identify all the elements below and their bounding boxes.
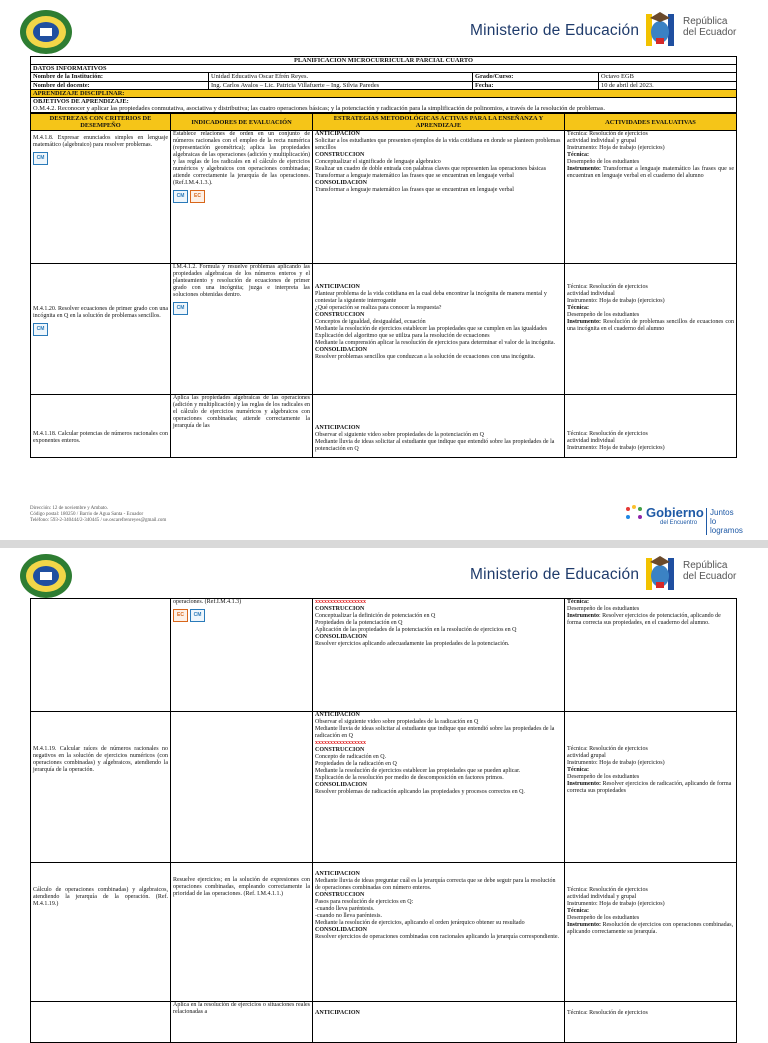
objetivo-text: O.M.4.2. Reconocer y aplicar las propiedades conmutativa, asociativa y distributiva; las cuatro operaciones básicas; y la potenciación y radicación para la simplificación de polinomios, a través de la resolución de problemas. <box>33 105 605 113</box>
activity-text: Desempeño de los estudiantes <box>567 774 640 780</box>
institucion-value: Unidad Educativa Oscar Efrén Reyes. <box>209 73 473 81</box>
activity-instrument: Instrumento: Resolver ejercicios de potenciación, aplicando de forma correcta sus propiedades, en el cuaderno del alumno. <box>567 613 721 626</box>
table-row <box>31 1002 737 1043</box>
address-line: Código postal: 180250 / Barrio de Agua Santa - Ecuador <box>30 512 144 517</box>
activity-text: Técnica: <box>567 152 589 159</box>
table-row <box>31 264 737 395</box>
aprendizaje-label: APRENDIZAJE DISCIPLINAR: <box>31 89 737 97</box>
strategy-text: Mediante la resolución de ejercicios, aplicando el orden jerárquico obtener su resultado <box>315 920 525 926</box>
ec-badge-icon: EC <box>190 190 205 203</box>
strategy-text: Mediante lluvia de ideas solicitar al estudiante que indique que entendió sobre las propiedades de la radicación en Q <box>315 726 555 739</box>
strategy-text: Mediante lluvia de ideas preguntar cuál es la jerarquía correcta que se debe seguir para la resolución de operaciones combinadas con número enteros. <box>315 878 556 891</box>
slogan-line: Juntos <box>710 508 734 517</box>
strategy-text: Resolver problemas sencillos que conduzcan a la solución de ecuaciones con una incógnita. <box>315 354 536 361</box>
school-seal-logo <box>18 552 74 600</box>
planning-table-continued <box>30 598 737 1043</box>
republic-label <box>683 560 736 582</box>
indicador-text: Resuelve ejercicios; en la solución de expresiones con operaciones combinadas, empleando correctamente la prioridad de las operaciones. (Ref. I.M.4.1.1.) <box>173 877 310 897</box>
ecuador-coat-of-arms-icon <box>640 554 680 594</box>
estrategia-cell <box>313 131 565 264</box>
strategy-text: Realizar un cuadro de doble entrada con palabras claves que representen las operaciones básicas <box>315 166 547 173</box>
del-encuentro-word: del Encuentro <box>660 520 698 526</box>
actividad-cell <box>565 712 737 863</box>
actividad-cell <box>565 264 737 395</box>
destreza-text: Cálculo de operaciones combinadas) y algebraicos, atendiendo la jerarquía de la operación. (Ref. M.4.1.19.) <box>33 887 168 907</box>
activity-instrument: Instrumento: Resolución de problemas sencillos de ecuaciones con una incógnita en el cuaderno del alumno <box>567 319 734 333</box>
estrategia-cell <box>313 1002 565 1043</box>
plan-title: PLANIFICACION MICROCURRICULAR PARCIAL CUARTO <box>31 57 737 65</box>
estrategia-cell <box>313 264 565 395</box>
anticipacion-heading: ANTICIPACION <box>315 131 360 138</box>
fecha-value: 10 de abril del 2023. <box>599 81 737 89</box>
strategy-text: Aplicación de las propiedades de la potenciación en la resolución de ejercicios en Q <box>315 627 517 633</box>
page-2 <box>0 548 768 1024</box>
activity-text: Instrumento: Hoja de trabajo (ejercicios) <box>567 901 665 907</box>
activity-text: Técnica: Resolución de ejercicios <box>567 746 648 752</box>
indicador-text: Aplica en la resolución de ejercicios o situaciones reales relacionadas a <box>173 1002 310 1015</box>
strategy-text: Transformar a lenguaje matemático las frases que se encuentran en lenguaje verbal <box>315 173 514 180</box>
activity-text: actividad grupal <box>567 753 606 759</box>
indicador-text: Aplica las propiedades algebraicas de las operaciones (adición y multiplicación) y las reglas de los radicales en el cálculo de ejercicios numéricos y algebraicos con operaciones combinadas; atiende correctamente la jerarquía de las <box>173 395 310 430</box>
consolidacion-heading: CONSOLIDACION <box>315 634 368 640</box>
activity-text: Técnica: <box>567 599 589 605</box>
anticipacion-heading: ANTICIPACION <box>315 1010 360 1016</box>
strategy-text: Plantear problema de la vida cotidiana en la cual deba encontrar la incógnita de manera mental y contestar la siguiente interrogante <box>315 291 547 305</box>
activity-text: Técnica: <box>567 908 589 914</box>
strategy-text: Propiedades de la potenciación en Q <box>315 620 403 626</box>
strategy-text: Explicación del algoritmo que se utiliza para la resolución de ecuaciones <box>315 333 490 340</box>
activity-text: actividad individual y grupal <box>567 138 637 145</box>
strategy-text: Concepto de radicación en Q. <box>315 754 387 760</box>
del-ecuador-text: del Ecuador <box>683 27 737 38</box>
destreza-cell <box>31 264 171 395</box>
strategy-text: Resolver ejercicios de operaciones combinadas con racionales aplicando la jerarquía correspondiente. <box>315 934 560 940</box>
table-row <box>31 712 737 863</box>
construccion-heading: CONSTRUCCION <box>315 747 365 753</box>
ministry-title: Ministerio de Educación <box>470 22 640 39</box>
activity-instrument: Instrumento: Transformar a lenguaje matemático las frases que se encuentran en lenguaje verbal en el cuaderno del alumno <box>567 166 734 180</box>
strategy-text: Conceptualizar el significado de lenguaje algebraico <box>315 159 441 166</box>
col-estrategias: ESTRATEGIAS METODOLÓGICAS ACTIVAS PARA LA ENSEÑANZA Y APRENDIZAJE <box>313 114 565 131</box>
indicador-text: operaciones. (Ref.I.M.4.1.3) <box>173 599 242 605</box>
strategy-text: Solicitar a los estudiantes que presenten ejemplos de la vida cotidiana en donde se planteen problemas sencillos <box>315 138 561 152</box>
actividad-cell <box>565 863 737 1002</box>
actividad-cell <box>565 131 737 264</box>
address-line: Teléfono: 593-2-340444/2-340445 / ue.oscarefrenreyes@gmail.com <box>30 518 167 523</box>
activity-text: actividad individual y grupal <box>567 894 637 900</box>
del-ecuador-text: del Ecuador <box>683 571 737 582</box>
docente-value: Ing. Carlos Avalos – Lic. Patricia Villafuerte – Ing. Silvia Paredes <box>209 81 473 89</box>
activity-text: Técnica: Resolución de ejercicios <box>567 887 648 893</box>
school-seal-logo <box>18 8 74 56</box>
activity-text: Técnica: <box>567 305 589 312</box>
destreza-cell <box>31 599 171 712</box>
destreza-text: M.4.1.8. Expresar enunciados simples en lenguaje matemático (algebraico) para resolver problemas. <box>33 135 168 149</box>
strategy-text: Observar el siguiente video sobre propiedades de la potenciación en Q <box>315 432 484 439</box>
table-row <box>31 131 737 264</box>
col-indicadores: INDICADORES DE EVALUACIÓN <box>171 114 313 131</box>
activity-text: Desempeño de los estudiantes <box>567 159 640 166</box>
actividad-cell <box>565 395 737 458</box>
indicador-cell <box>171 863 313 1002</box>
anticipacion-heading: ANTICIPACION <box>315 712 360 718</box>
docente-label: Nombre del docente: <box>31 81 209 89</box>
actividad-cell <box>565 599 737 712</box>
grado-value: Octavo EGB <box>599 73 737 81</box>
cm-badge-icon: CM <box>173 302 188 315</box>
slogan <box>706 508 744 535</box>
activity-text: Técnica: Resolución de ejercicios <box>567 284 648 291</box>
col-actividades: ACTIVIDADES EVALUATIVAS <box>565 114 737 131</box>
destreza-cell <box>31 863 171 1002</box>
actividad-cell <box>565 1002 737 1043</box>
datos-informativos-label: DATOS INFORMATIVOS <box>31 65 737 73</box>
strategy-text: -cuando no lleva paréntesis. <box>315 913 382 919</box>
ministry-title: Ministerio de Educación <box>470 566 640 583</box>
destreza-cell <box>31 712 171 863</box>
indicador-cell <box>171 131 313 264</box>
col-destrezas: DESTREZAS CON CRITERIOS DE DESEMPEÑO <box>31 114 171 131</box>
indicador-text: I.M.4.1.2. Formula y resuelve problemas aplicando las propiedades algebraicas de los números enteros y el planteamiento y resolución de ecuaciones de primer grado con una incógnita; juzga e interpreta las soluciones obtenidas dentro. <box>173 264 310 299</box>
gobierno-sun-icon <box>624 505 644 527</box>
activity-text: Desempeño de los estudiantes <box>567 915 640 921</box>
indicador-cell <box>171 395 313 458</box>
activity-text: actividad individual <box>567 291 615 298</box>
destreza-cell <box>31 131 171 264</box>
consolidacion-heading: CONSOLIDACION <box>315 347 368 354</box>
objetivos-cell <box>31 98 737 113</box>
republica-text: República <box>683 16 728 27</box>
strategy-text: Pasos para resolución de ejercicios en Q: <box>315 899 414 905</box>
activity-text: Instrumento: Hoja de trabajo (ejercicios) <box>567 145 665 152</box>
republic-label <box>683 16 736 38</box>
destreza-text: M.4.1.19. Calcular raíces de números racionales no negativos en la solución de ejercicios numéricos (con operaciones combinadas) y algebraicos, atendiendo la jerarquía de la operación. <box>33 746 168 773</box>
anticipacion-heading: ANTICIPACION <box>315 284 360 291</box>
ecuador-coat-of-arms-icon <box>640 10 680 50</box>
strategy-text: Mediante la resolución de ejercicios establecer las propiedades que se cumplen en las igualdades <box>315 326 548 333</box>
activity-instrument: Instrumento: Resolución de ejercicios con operaciones combinadas, aplicando correctamente su jerarquía. <box>567 922 734 935</box>
strategy-text: Conceptualizar la definición de potenciación en Q <box>315 613 436 619</box>
ec-badge-icon: EC <box>173 609 188 622</box>
table-row <box>31 599 737 712</box>
indicador-cell <box>171 264 313 395</box>
placeholder-marker: xxxxxxxxxxxxxxxxx <box>315 599 366 605</box>
activity-text: Instrumento: Hoja de trabajo (ejercicios) <box>567 445 665 452</box>
gobierno-logo <box>624 503 744 533</box>
strategy-text: Conceptos de igualdad, desigualdad, ecuación <box>315 319 426 326</box>
activity-text: Técnica: Resolución de ejercicios <box>567 431 648 438</box>
estrategia-cell <box>313 599 565 712</box>
strategy-text: Mediante lluvia de ideas solicitar al estudiante que indique que entendió sobre las propiedades de la potenciación en Q <box>315 439 555 453</box>
objetivos-label: OBJETIVOS DE APRENDIZAJE: <box>33 98 129 106</box>
activity-text: Desempeño de los estudiantes <box>567 606 640 612</box>
strategy-text: Mediante la comprensión aplicar la resolución de ejercicios para determinar el valor de la incógnita. <box>315 340 556 347</box>
indicador-cell <box>171 712 313 863</box>
construccion-heading: CONSTRUCCION <box>315 606 365 612</box>
strategy-text: Resolver ejercicios aplicando adecuadamente las propiedades de la potenciación. <box>315 641 510 647</box>
strategy-text: Propiedades de la radicación en Q <box>315 761 397 767</box>
address-line: Dirección: 12 de noviembre y Ambato. <box>30 506 109 511</box>
activity-text: Técnica: Resolución de ejercicios <box>567 1010 648 1016</box>
destreza-text: M.4.1.20. Resolver ecuaciones de primer grado con una incógnita en Q en la solución de problemas sencillos. <box>33 306 168 320</box>
gobierno-word: Gobierno <box>646 505 704 520</box>
institucion-label: Nombre de la Institución: <box>31 73 209 81</box>
strategy-text: Resolver problemas de radicación aplicando las propiedades y procesos correctos en Q. <box>315 789 525 795</box>
consolidacion-heading: CONSOLIDACION <box>315 180 368 187</box>
anticipacion-heading: ANTICIPACION <box>315 871 360 877</box>
indicador-text: Establece relaciones de orden en un conjunto de números racionales con el empleo de la recta numérica (representación geométrica); aplica las propiedades algebraicas de las operaciones (adición y multiplicación) y las reglas de los radicales en el cálculo de ejercicios numéricos y algebraicos con operaciones combinadas; atiende correctamente la jerarquía de las operaciones. (Ref.I.M.4.1.3.). <box>173 131 310 187</box>
cm-badge-icon: CM <box>33 152 48 165</box>
destreza-text: M.4.1.18. Calcular potencias de números racionales con exponentes enteros. <box>33 431 168 445</box>
estrategia-cell <box>313 863 565 1002</box>
strategy-text: Observar el siguiente video sobre propiedades de la radicación en Q <box>315 719 479 725</box>
table-row <box>31 863 737 1002</box>
activity-text: Técnica: Resolución de ejercicios <box>567 131 648 138</box>
construccion-heading: CONSTRUCCION <box>315 312 365 319</box>
slogan-line: lo logramos <box>710 517 743 535</box>
activity-text: Instrumento: Hoja de trabajo (ejercicios) <box>567 298 665 305</box>
table-row <box>31 395 737 458</box>
activity-text: Desempeño de los estudiantes <box>567 312 640 319</box>
cm-badge-icon: CM <box>190 609 205 622</box>
footer-address <box>30 506 166 524</box>
activity-text: Instrumento: Hoja de trabajo (ejercicios) <box>567 760 665 766</box>
republica-text: República <box>683 560 728 571</box>
activity-instrument: Instrumento: Resolver ejercicios de radicación, aplicando de forma correcta sus propiedades <box>567 781 732 794</box>
construccion-heading: CONSTRUCCION <box>315 152 365 159</box>
indicador-cell <box>171 1002 313 1043</box>
cm-badge-icon: CM <box>33 323 48 336</box>
grado-label: Grado/Curso: <box>473 73 599 81</box>
consolidacion-heading: CONSOLIDACION <box>315 927 368 933</box>
fecha-label: Fecha: <box>473 81 599 89</box>
activity-text: actividad individual <box>567 438 615 445</box>
estrategia-cell <box>313 395 565 458</box>
strategy-text: -cuando lleva paréntesis. <box>315 906 375 912</box>
anticipacion-heading: ANTICIPACION <box>315 425 360 432</box>
plan-header-table <box>30 56 736 458</box>
destreza-cell <box>31 395 171 458</box>
cm-badge-icon: CM <box>173 190 188 203</box>
destreza-cell <box>31 1002 171 1043</box>
strategy-text: Transformar a lenguaje matemático las frases que se encuentran en lenguaje verbal <box>315 187 514 194</box>
strategy-text: Explicación de la resolución por medio de descomposición en factores primos. <box>315 775 504 781</box>
indicador-cell <box>171 599 313 712</box>
consolidacion-heading: CONSOLIDACION <box>315 782 368 788</box>
placeholder-marker: xxxxxxxxxxxxxxxxx <box>315 740 366 746</box>
strategy-text: ¿Qué operación se realiza para conocer la respuesta? <box>315 305 442 312</box>
strategy-text: Mediante la resolución de ejercicios establecer las propiedades que se pueden aplicar. <box>315 768 521 774</box>
construccion-heading: CONSTRUCCION <box>315 892 365 898</box>
activity-text: Técnica: <box>567 767 589 773</box>
page-separator <box>0 540 768 548</box>
planning-table <box>30 113 737 458</box>
estrategia-cell <box>313 712 565 863</box>
